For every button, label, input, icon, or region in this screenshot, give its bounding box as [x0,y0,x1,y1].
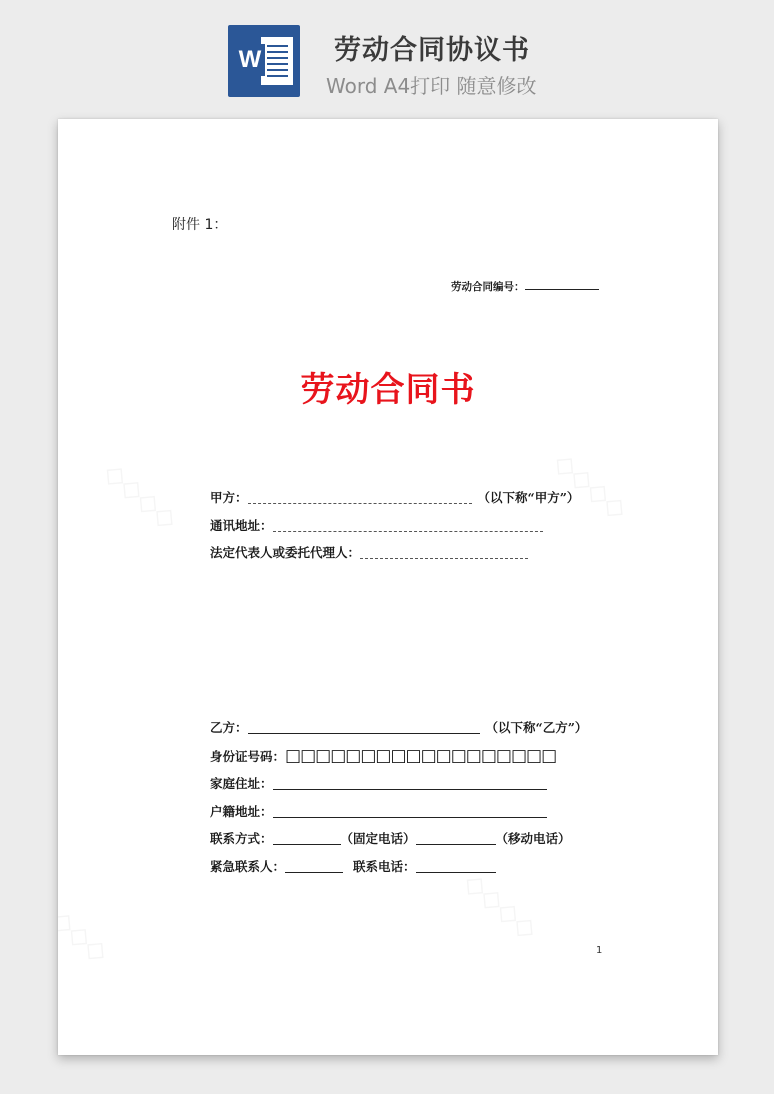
party-a-row [210,489,579,507]
emergency-contact-blank[interactable] [285,871,343,873]
fixed-phone-label: （固定电话） [340,831,416,846]
party-a-address-row [210,517,543,535]
document-title: 劳动合同书 [300,370,476,410]
party-a-label: 甲方： [210,490,248,505]
home-address-blank[interactable] [273,788,547,790]
emergency-row [210,858,496,876]
party-b-suffix: （以下称“乙方”） [485,720,588,735]
hukou-address-blank[interactable] [273,816,547,818]
home-address-row [210,775,547,793]
contract-number-blank[interactable] [525,279,599,290]
contract-number-label: 劳动合同编号： [451,281,525,293]
id-number-boxes[interactable]: □□□□□□□□□□□□□□□□□□ [285,746,557,766]
document-page [58,119,718,1055]
party-a-suffix: （以下称“甲方”） [477,490,580,505]
contact-label: 联系方式： [210,831,273,846]
emergency-contact-label: 紧急联系人： [210,859,286,874]
party-a-address-label: 通讯地址： [210,518,273,533]
party-a-rep-row [210,544,528,562]
attachment-label: 附件 1： [172,217,228,233]
watermark [457,865,544,946]
contract-number [451,279,599,294]
hukou-address-row [210,803,547,821]
mobile-phone-label: （移动电话） [495,831,571,846]
party-b-blank[interactable] [248,732,480,734]
party-a-rep-blank[interactable] [360,557,528,559]
party-a-rep-label: 法定代表人或委托代理人： [210,545,361,560]
party-a-blank[interactable] [248,502,472,504]
party-b-row [210,719,587,737]
page-number: 1 [596,945,603,956]
watermark [58,902,116,969]
watermark [97,455,184,536]
word-icon [228,25,300,97]
banner-title: 劳动合同协议书 [334,35,530,66]
banner-subtitle: Word A4打印 随意修改 [326,74,537,98]
home-address-label: 家庭住址： [210,776,273,791]
fixed-phone-blank[interactable] [273,843,341,845]
banner [0,0,774,110]
contact-row [210,830,571,848]
id-number-row [210,747,556,765]
party-a-address-blank[interactable] [273,530,543,532]
emergency-phone-blank[interactable] [416,871,496,873]
id-number-label: 身份证号码： [210,749,286,764]
mobile-phone-blank[interactable] [416,843,496,845]
hukou-address-label: 户籍地址： [210,804,273,819]
party-b-label: 乙方： [210,720,248,735]
emergency-phone-label: 联系电话： [353,859,416,874]
word-logo-letter: W [235,44,265,76]
watermark [547,445,634,526]
